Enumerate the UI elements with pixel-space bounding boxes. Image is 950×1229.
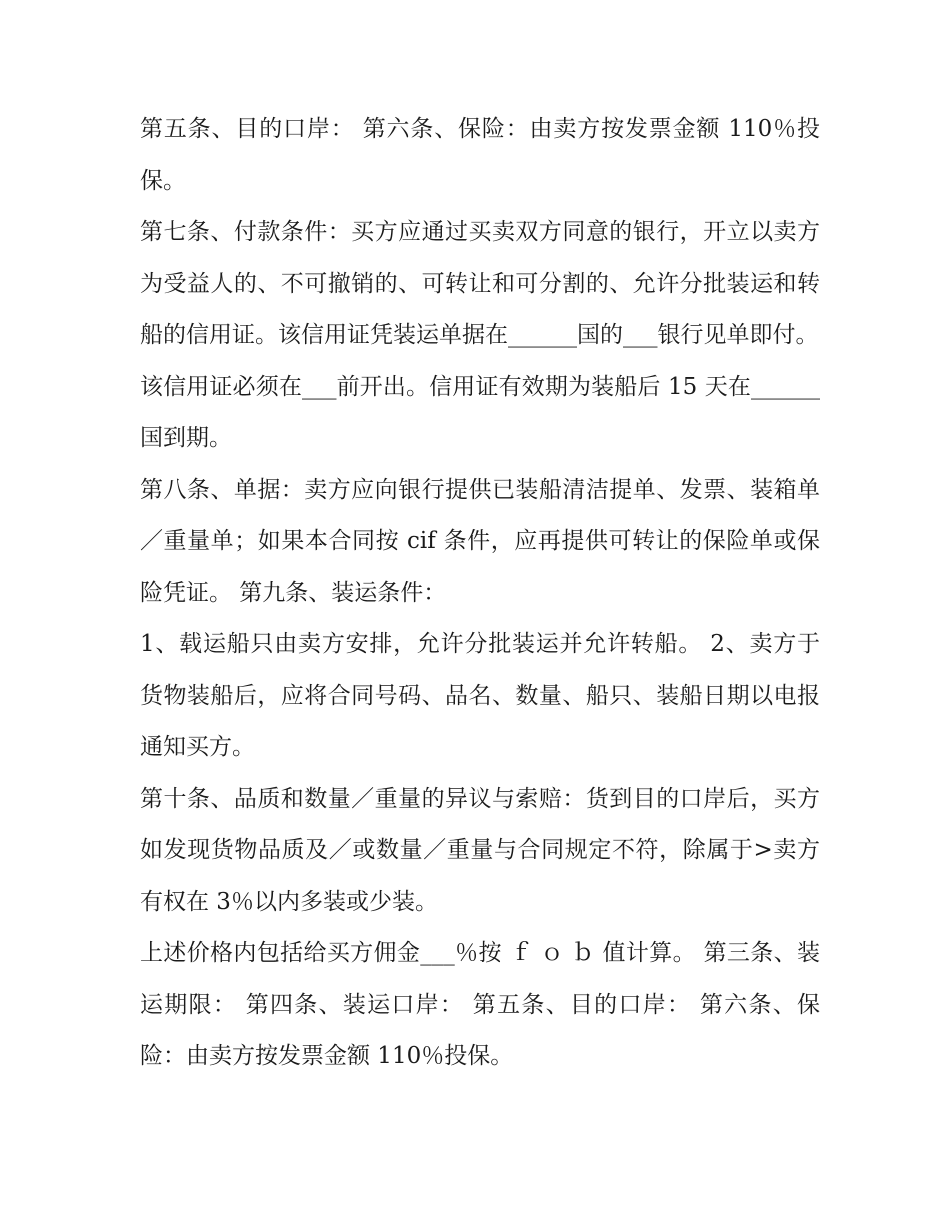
paragraph-clause-7-payment: 第七条、付款条件：买方应通过买卖双方同意的银行，开立以卖方为受益人的、不可撤销的、可转让和可分割的、允许分批装运和转船的信用证。该信用证凭装运单据在______国的___银行见单即付。 xyxy=(140,219,820,348)
paragraph-commission: 上述价格内包括给买方佣金___％按 ｆ ｏ ｂ 值计算。 第三条、装运期限： 第四条、装运口岸： 第五条、目的口岸： 第六条、保险：由卖方按发票金额 110％投保。 xyxy=(140,940,820,1069)
paragraph-clause-5-6: 第五条、目的口岸： 第六条、保险：由卖方按发票金额 110％投保。 xyxy=(140,116,820,194)
paragraph-clause-10-claims: 第十条、品质和数量／重量的异议与索赔：货到目的口岸后，买方如发现货物品质及／或数量／重量与合同规定不符，除属于>卖方有权在 3％以内多装或少装。 xyxy=(140,785,820,915)
paragraph-credit-validity: 该信用证必须在___前开出。信用证有效期为装船后 15 天在______国到期。 xyxy=(140,373,820,451)
document-body xyxy=(140,104,820,1083)
paragraph-shipping-terms: 1、载运船只由卖方安排，允许分批装运并允许转船。 2、卖方于货物装船后，应将合同号码、品名、数量、船只、装船日期以电报通知买方。 xyxy=(140,631,820,760)
paragraph-clause-8-documents: 第八条、单据：卖方应向银行提供已装船清洁提单、发票、装箱单／重量单；如果本合同按 cif 条件，应再提供可转让的保险单或保险凭证。 第九条、装运条件： xyxy=(140,476,820,606)
